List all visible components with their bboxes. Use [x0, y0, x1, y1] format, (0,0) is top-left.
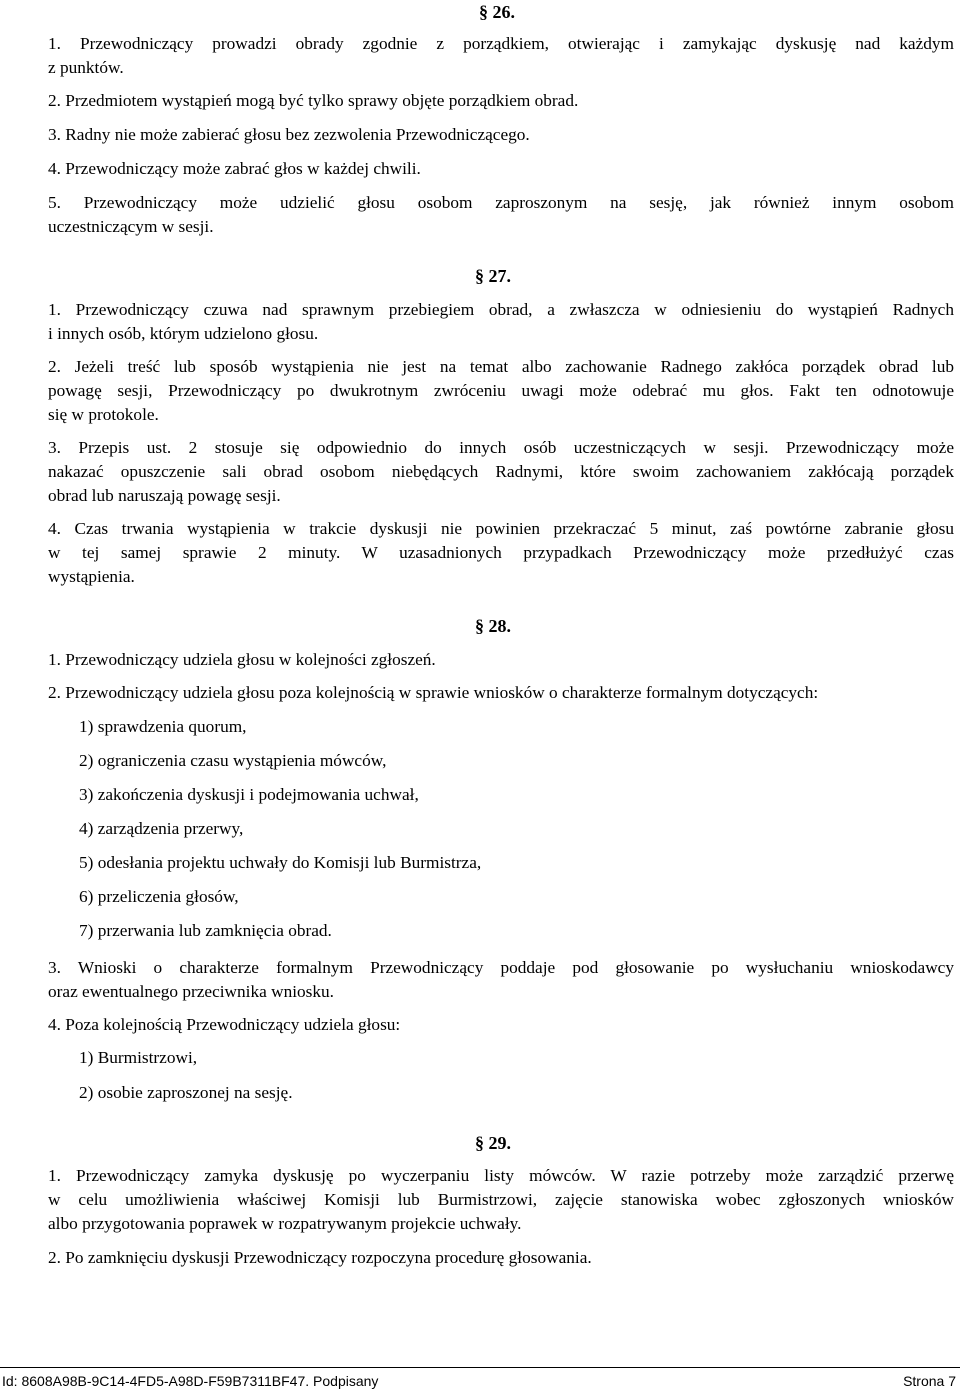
- paragraph-29-2: 2. Po zamknięciu dyskusji Przewodniczący rozpoczyna procedurę głosowania.: [48, 1248, 592, 1267]
- paragraph-26-5a: 5. Przewodniczący może udzielić głosu osobom zaproszonym na sesję, jak również innym osobom: [48, 193, 954, 212]
- paragraph-27-4c: wystąpienia.: [48, 567, 135, 586]
- paragraph-27-1b: i innych osób, którym udzielono głosu.: [48, 324, 319, 343]
- paragraph-26-1a: 1. Przewodniczący prowadzi obrady zgodnie z porządkiem, otwierając i zamykając dyskusję nad każdym: [48, 34, 954, 53]
- paragraph-26-5b: uczestniczącym w sesji.: [48, 217, 214, 236]
- paragraph-27-3a: 3. Przepis ust. 2 stosuje się odpowiednio do innych osób uczestniczących w sesji. Przewodniczący może: [48, 438, 954, 457]
- section-heading-26: § 26.: [479, 2, 515, 22]
- paragraph-27-2b: powagę sesji, Przewodniczący po dwukrotnym zwróceniu uwagi może odebrać mu głos. Fakt ten odnotowuje: [48, 381, 954, 400]
- list-item: 1) Burmistrzowi,: [79, 1048, 198, 1067]
- paragraph-28-4: 4. Poza kolejnością Przewodniczący udziela głosu:: [48, 1015, 401, 1034]
- list-item: 2) ograniczenia czasu wystąpienia mówców,: [79, 751, 387, 770]
- paragraph-27-3c: obrad lub naruszają powagę sesji.: [48, 486, 281, 505]
- list-item: 5) odesłania projektu uchwały do Komisji lub Burmistrza,: [79, 853, 482, 872]
- section-heading-29: § 29.: [475, 1133, 511, 1153]
- paragraph-27-1a: 1. Przewodniczący czuwa nad sprawnym przebiegiem obrad, a zwłaszcza w odniesieniu do wystąpień Radnych: [48, 300, 954, 319]
- page-number: Strona 7: [903, 1373, 956, 1389]
- page-footer: [0, 1367, 960, 1389]
- list-item: 7) przerwania lub zamknięcia obrad.: [79, 921, 332, 940]
- paragraph-26-1b: z punktów.: [48, 58, 124, 77]
- section-heading-28: § 28.: [475, 616, 511, 636]
- paragraph-27-2c: się w protokole.: [48, 405, 159, 424]
- document-id: Id: 8608A98B-9C14-4FD5-A98D-F59B7311BF47. Podpisany: [2, 1373, 379, 1389]
- list-item: 2) osobie zaproszonej na sesję.: [79, 1083, 293, 1102]
- paragraph-27-3b: nakazać opuszczenie sali obrad osobom niebędących Radnymi, które swoim zachowaniem zakłócają porządek: [48, 462, 954, 481]
- paragraph-26-3: 3. Radny nie może zabierać głosu bez zezwolenia Przewodniczącego.: [48, 125, 530, 144]
- list-item: 6) przeliczenia głosów,: [79, 887, 239, 906]
- paragraph-27-4b: w tej samej sprawie 2 minuty. W uzasadnionych przypadkach Przewodniczący może przedłużyć czas: [48, 543, 954, 562]
- paragraph-27-2a: 2. Jeżeli treść lub sposób wystąpienia nie jest na temat albo zachowanie Radnego zakłóca porządek obrad lub: [48, 357, 954, 376]
- list-item: 1) sprawdzenia quorum,: [79, 717, 247, 736]
- paragraph-29-1a: 1. Przewodniczący zamyka dyskusję po wyczerpaniu listy mówców. W razie potrzeby może zarządzić przerwę: [48, 1166, 954, 1185]
- paragraph-28-2: 2. Przewodniczący udziela głosu poza kolejnością w sprawie wniosków o charakterze formalnym dotyczących:: [48, 683, 819, 702]
- paragraph-27-4a: 4. Czas trwania wystąpienia w trakcie dyskusji nie powinien przekraczać 5 minut, zaś powtórne zabranie głosu: [48, 519, 954, 538]
- section-heading-27: § 27.: [475, 266, 511, 286]
- paragraph-29-1b: w celu umożliwienia właściwej Komisji lub Burmistrzowi, zajęcie stanowiska wobec zgłoszonych wniosków: [48, 1190, 954, 1209]
- paragraph-26-4: 4. Przewodniczący może zabrać głos w każdej chwili.: [48, 159, 421, 178]
- paragraph-28-1: 1. Przewodniczący udziela głosu w kolejności zgłoszeń.: [48, 650, 436, 669]
- list-item: 3) zakończenia dyskusji i podejmowania uchwał,: [79, 785, 419, 804]
- paragraph-29-1c: albo przygotowania poprawek w rozpatrywanym projekcie uchwały.: [48, 1214, 522, 1233]
- paragraph-28-3a: 3. Wnioski o charakterze formalnym Przewodniczący poddaje pod głosowanie po wysłuchaniu wnioskodawcy: [48, 958, 954, 977]
- list-item: 4) zarządzenia przerwy,: [79, 819, 244, 838]
- paragraph-26-2: 2. Przedmiotem wystąpień mogą być tylko sprawy objęte porządkiem obrad.: [48, 91, 579, 110]
- paragraph-28-3b: oraz ewentualnego przeciwnika wniosku.: [48, 982, 334, 1001]
